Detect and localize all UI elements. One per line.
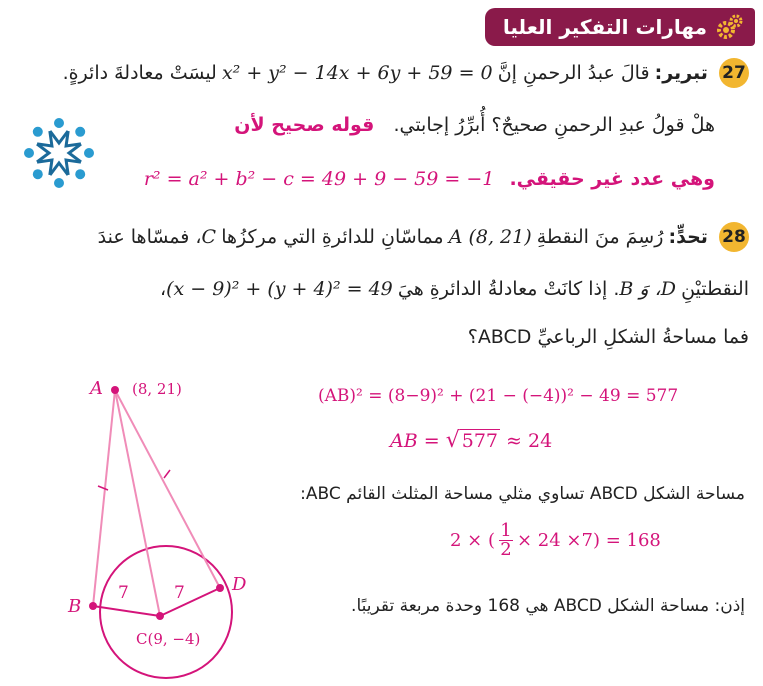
q28-line1-a: رُسِمَ منَ النقطةِ (536, 226, 664, 248)
geometry-diagram (60, 372, 320, 682)
point-c (156, 612, 164, 620)
solution-ab: AB = (390, 430, 440, 452)
fraction (499, 522, 513, 559)
q28-line3 (468, 326, 749, 348)
label-b: B (68, 596, 82, 617)
q27-label: تبرير: (654, 62, 708, 84)
q28-line2: النقطتيْنِ D، وَ B. إذا كانَتْ معادلةُ الدائرةِ هيَ (x − 9)² + (y + 4)² = 49، (159, 278, 749, 300)
q28-line3: فما مساحةُ الشكلِ الرباعيِّ ABCD؟ (467, 326, 749, 348)
sqrt-icon: √ (445, 428, 460, 453)
radius-cd (160, 588, 220, 616)
q28-line1-c: ، فمسّاها عندَ (97, 226, 202, 248)
label-d: D (232, 574, 247, 595)
label-radius-left: 7 (118, 583, 129, 603)
solution-line3: مساحة الشكل ABCD تساوي مثلي مساحة المثلث القائم ABC: (300, 484, 745, 504)
tick-ad (164, 470, 170, 478)
fraction-num: 1 (500, 520, 512, 541)
q28-points-db: D، وَ B (619, 278, 676, 300)
q27-text2: ليسَتْ معادلةَ دائرةٍ. (62, 62, 217, 84)
q28-number: 28 (719, 222, 749, 252)
q28-point-a: A (8, 21) (448, 226, 532, 248)
q27-question: هلْ قولُ عبدِ الرحمنِ صحيحٌ؟ أُبرِّرُ إجابتي. (393, 114, 715, 136)
q28-circle-eq: (x − 9)² + (y + 4)² = 49 (166, 278, 393, 300)
point-b (89, 602, 97, 610)
radius-cb (93, 606, 160, 616)
solution-approx: ≈ 24 (506, 430, 553, 452)
decorative-emblem-icon (18, 112, 100, 194)
q27-line2 (234, 114, 715, 136)
label-coord-a: (8, 21) (132, 380, 182, 398)
q27-answer2-text: وهي عدد غير حقيقي. (509, 168, 715, 190)
label-c: C(9, −4) (136, 630, 201, 648)
label-radius-right: 7 (174, 583, 185, 603)
q28-line2-a: النقطتيْنِ (681, 278, 749, 300)
q27-answer2-eq: r² = a² + b² − c = 49 + 9 − 59 = −1 (143, 168, 495, 190)
solution-line2 (390, 428, 552, 453)
tangent-ad (115, 390, 220, 588)
solution-line4-a: 2 × ( (450, 530, 495, 551)
q27-number: 27 (719, 58, 749, 88)
solution-line1: (AB)² = (8−9)² + (21 − (−4))² − 49 = 577 (318, 386, 679, 406)
solution-line4 (450, 522, 661, 559)
solution-radicand: 577 (461, 430, 498, 452)
q28-line2-b: . إذا كانَتْ معادلةُ الدائرةِ هيَ (397, 278, 620, 300)
point-a (111, 386, 119, 394)
q28-line1 (98, 222, 749, 252)
q27-answer1: قوله صحيح لأن (234, 114, 375, 136)
section-header (485, 8, 755, 46)
q28-label: تحدٍّ: (668, 226, 708, 248)
q27-line1 (63, 58, 749, 88)
q27-line3 (144, 168, 715, 190)
q27-equation: x² + y² − 14x + 6y + 59 = 0 (221, 62, 493, 84)
q28-line1-b: مماسّانِ للدائرةِ التي مركزُها (221, 226, 444, 248)
q27-text1: قالَ عبدُ الرحمنِ إنَّ (497, 62, 650, 84)
section-title: مهارات التفكير العليا (502, 15, 707, 39)
fraction-den: 2 (500, 539, 512, 560)
gears-icon (715, 12, 745, 42)
circle (100, 546, 232, 678)
label-a: A (90, 378, 103, 399)
solution-line5: إذن: مساحة الشكل ABCD هي 168 وحدة مربعة تقريبًا. (351, 596, 745, 616)
solution-line4-b: × 24 ×7) = 168 (517, 530, 661, 551)
point-d (216, 584, 224, 592)
tick-ab (98, 486, 108, 490)
q28-center-letter: C (201, 226, 217, 248)
